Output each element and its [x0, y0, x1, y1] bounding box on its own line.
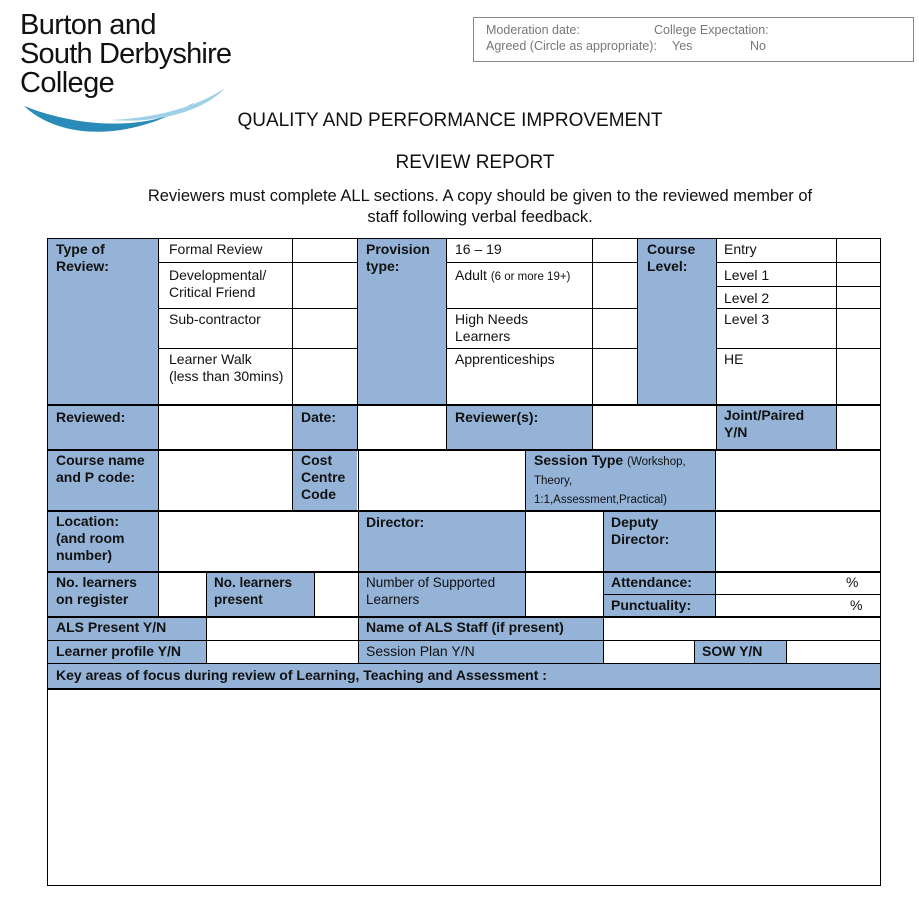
- intro-text: [115, 186, 845, 228]
- page-subtitle: REVIEW REPORT: [395, 152, 555, 173]
- deputy-director-label: Deputy Director:: [603, 511, 715, 571]
- level-3: Level 3: [724, 311, 770, 327]
- review-form-table: [47, 238, 881, 886]
- date-label: Date:: [293, 405, 357, 449]
- provision-option-adult: Adult (6 or more 19+): [455, 267, 571, 283]
- page-title: QUALITY AND PERFORMANCE IMPROVEMENT: [237, 110, 663, 131]
- joint-paired-label: Joint/Paired Y/N: [716, 405, 836, 449]
- logo-line-2: South Derbyshire: [20, 38, 232, 70]
- als-staff-label: Name of ALS Staff (if present): [358, 617, 603, 640]
- supported-learners-label: Number of Supported Learners: [358, 572, 525, 616]
- location-label: Location: (and room number): [48, 511, 158, 571]
- agreed-yes[interactable]: Yes: [672, 39, 693, 53]
- cost-centre-label: Cost Centre Code: [293, 450, 357, 510]
- logo-line-1: Burton and: [20, 9, 156, 41]
- session-type-label: Session Type (Workshop, Theory, 1:1,Assessment,Practical): [526, 450, 715, 510]
- session-plan-label: Session Plan Y/N: [358, 641, 603, 663]
- type-of-review-label: Type of Review:: [48, 239, 158, 404]
- learners-present-label: No. learners present: [206, 572, 314, 616]
- level-1: Level 1: [724, 267, 770, 283]
- reviewers-label: Reviewer(s):: [447, 405, 592, 449]
- course-level-label: Course Level:: [637, 239, 716, 404]
- provision-type-label: Provision type:: [358, 239, 446, 404]
- level-he: HE: [724, 351, 744, 367]
- attendance-percent: %: [846, 574, 859, 590]
- level-entry: Entry: [724, 241, 757, 257]
- logo-line-3: College: [20, 67, 115, 99]
- level-2: Level 2: [724, 290, 770, 306]
- review-option-formal: Formal Review: [169, 241, 263, 257]
- college-expectation-label: College Expectation:: [654, 23, 769, 37]
- punctuality-label: Punctuality:: [603, 595, 715, 616]
- attendance-label: Attendance:: [603, 572, 715, 594]
- provision-option-high-needs: High Needs Learners: [455, 311, 529, 344]
- learners-register-label: No. learners on register: [48, 572, 158, 616]
- punctuality-percent: %: [850, 597, 863, 613]
- course-name-label: Course name and P code:: [48, 450, 158, 510]
- provision-option-apprenticeships: Apprenticeships: [455, 351, 555, 367]
- moderation-date-label: Moderation date:: [486, 23, 580, 37]
- intro-line-1: Reviewers must complete ALL sections. A copy should be given to the reviewed member of: [147, 187, 813, 205]
- key-areas-heading: Key areas of focus during review of Learning, Teaching and Assessment :: [48, 664, 880, 688]
- review-option-developmental: Developmental/ Critical Friend: [169, 267, 267, 300]
- key-areas-textarea[interactable]: [48, 690, 880, 885]
- adult-note: (6 or more 19+): [490, 271, 571, 283]
- reviewed-label: Reviewed:: [48, 405, 158, 449]
- agreed-label: Agreed (Circle as appropriate):: [486, 39, 657, 53]
- agreed-no[interactable]: No: [750, 39, 766, 53]
- session-type-note: (Workshop, Theory, 1:1,Assessment,Practical): [534, 456, 686, 506]
- review-option-learner-walk: Learner Walk (less than 30mins): [169, 351, 284, 384]
- learner-profile-label: Learner profile Y/N: [48, 641, 206, 663]
- als-present-label: ALS Present Y/N: [48, 617, 206, 640]
- sow-label: SOW Y/N: [694, 641, 786, 663]
- director-label: Director:: [358, 511, 525, 571]
- moderation-box: [473, 17, 914, 62]
- provision-option-16-19: 16 – 19: [455, 241, 502, 257]
- intro-line-2: staff following verbal feedback.: [367, 208, 593, 226]
- review-option-subcontractor: Sub-contractor: [169, 311, 261, 327]
